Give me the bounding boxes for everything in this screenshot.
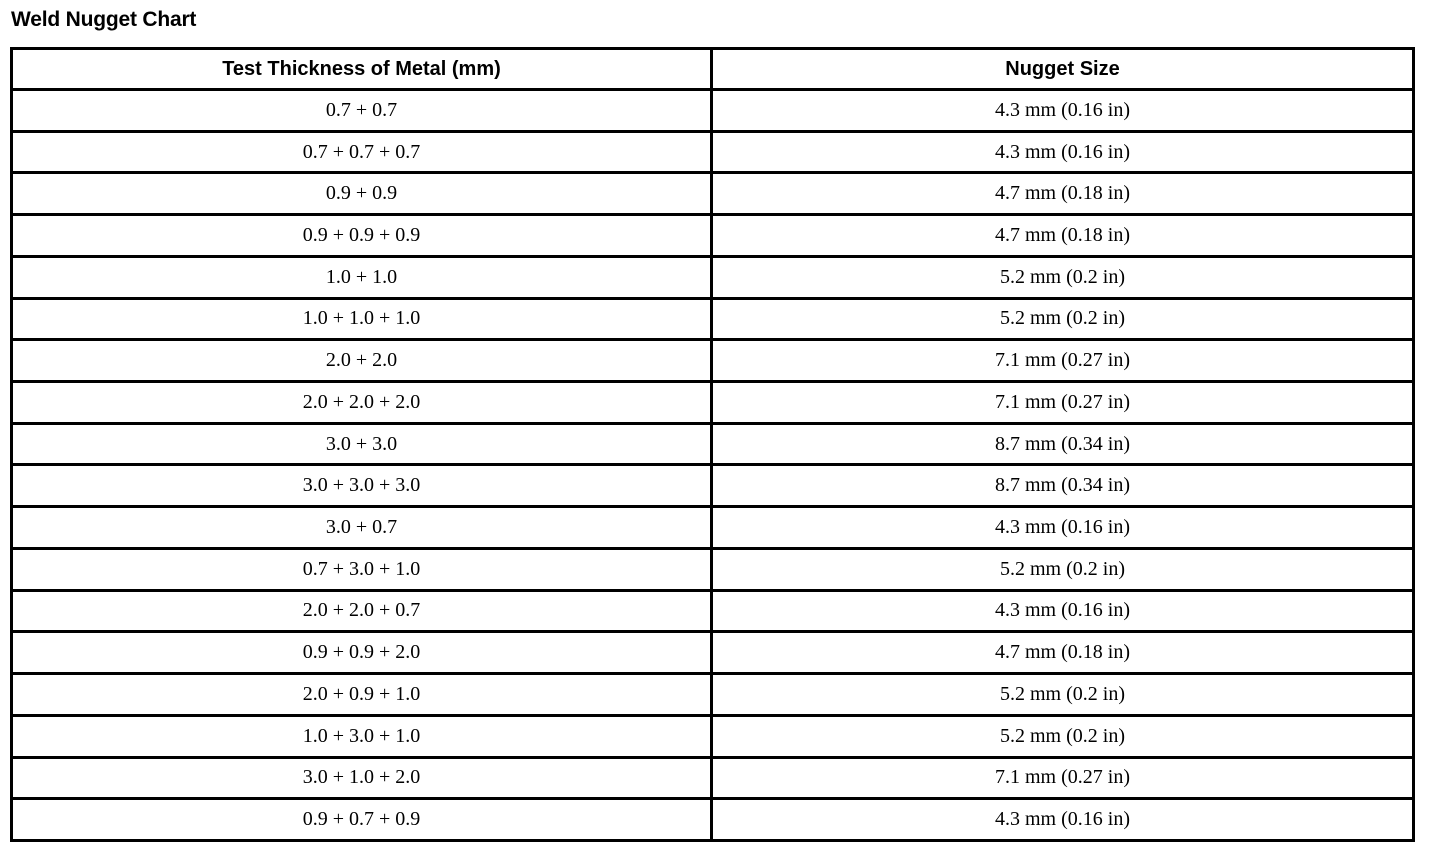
cell-thickness: 0.7 + 0.7 + 0.7 — [12, 131, 712, 173]
cell-thickness: 2.0 + 2.0 + 0.7 — [12, 590, 712, 632]
cell-nugget-size: 5.2 mm (0.2 in) — [712, 548, 1414, 590]
table-row — [12, 799, 1414, 841]
cell-nugget-size: 4.3 mm (0.16 in) — [712, 507, 1414, 549]
table-row — [12, 590, 1414, 632]
cell-thickness: 3.0 + 3.0 — [12, 423, 712, 465]
cell-nugget-size: 5.2 mm (0.2 in) — [712, 715, 1414, 757]
cell-nugget-size: 7.1 mm (0.27 in) — [712, 757, 1414, 799]
table-row — [12, 298, 1414, 340]
cell-thickness: 0.7 + 3.0 + 1.0 — [12, 548, 712, 590]
cell-nugget-size: 4.7 mm (0.18 in) — [712, 173, 1414, 215]
cell-nugget-size: 4.3 mm (0.16 in) — [712, 799, 1414, 841]
table-row — [12, 131, 1414, 173]
cell-nugget-size: 4.7 mm (0.18 in) — [712, 632, 1414, 674]
cell-thickness: 1.0 + 3.0 + 1.0 — [12, 715, 712, 757]
table-row — [12, 465, 1414, 507]
table-row — [12, 256, 1414, 298]
cell-thickness: 3.0 + 0.7 — [12, 507, 712, 549]
page-title: Weld Nugget Chart — [11, 8, 197, 31]
cell-thickness: 2.0 + 2.0 + 2.0 — [12, 382, 712, 424]
table-row — [12, 715, 1414, 757]
cell-nugget-size: 7.1 mm (0.27 in) — [712, 340, 1414, 382]
weld-nugget-table — [10, 47, 1415, 842]
column-header-nugget-size: Nugget Size — [712, 49, 1414, 90]
cell-nugget-size: 5.2 mm (0.2 in) — [712, 674, 1414, 716]
cell-thickness: 2.0 + 2.0 — [12, 340, 712, 382]
cell-thickness: 1.0 + 1.0 — [12, 256, 712, 298]
table-row — [12, 423, 1414, 465]
cell-thickness: 0.9 + 0.9 + 2.0 — [12, 632, 712, 674]
cell-nugget-size: 7.1 mm (0.27 in) — [712, 382, 1414, 424]
cell-nugget-size: 8.7 mm (0.34 in) — [712, 465, 1414, 507]
table-row — [12, 340, 1414, 382]
table-row — [12, 90, 1414, 132]
cell-nugget-size: 5.2 mm (0.2 in) — [712, 256, 1414, 298]
cell-thickness: 2.0 + 0.9 + 1.0 — [12, 674, 712, 716]
cell-thickness: 3.0 + 1.0 + 2.0 — [12, 757, 712, 799]
cell-nugget-size: 4.7 mm (0.18 in) — [712, 215, 1414, 257]
table-row — [12, 507, 1414, 549]
cell-thickness: 0.9 + 0.7 + 0.9 — [12, 799, 712, 841]
cell-nugget-size: 4.3 mm (0.16 in) — [712, 590, 1414, 632]
cell-thickness: 0.9 + 0.9 + 0.9 — [12, 215, 712, 257]
cell-thickness: 3.0 + 3.0 + 3.0 — [12, 465, 712, 507]
column-header-thickness: Test Thickness of Metal (mm) — [12, 49, 712, 90]
table-header-row — [12, 49, 1414, 90]
table-row — [12, 382, 1414, 424]
table-row — [12, 674, 1414, 716]
table-body — [12, 90, 1414, 841]
cell-nugget-size: 4.3 mm (0.16 in) — [712, 131, 1414, 173]
cell-nugget-size: 8.7 mm (0.34 in) — [712, 423, 1414, 465]
cell-thickness: 0.7 + 0.7 — [12, 90, 712, 132]
table-row — [12, 173, 1414, 215]
cell-thickness: 1.0 + 1.0 + 1.0 — [12, 298, 712, 340]
table-row — [12, 548, 1414, 590]
table-row — [12, 757, 1414, 799]
cell-thickness: 0.9 + 0.9 — [12, 173, 712, 215]
cell-nugget-size: 4.3 mm (0.16 in) — [712, 90, 1414, 132]
cell-nugget-size: 5.2 mm (0.2 in) — [712, 298, 1414, 340]
table-row — [12, 215, 1414, 257]
table-row — [12, 632, 1414, 674]
